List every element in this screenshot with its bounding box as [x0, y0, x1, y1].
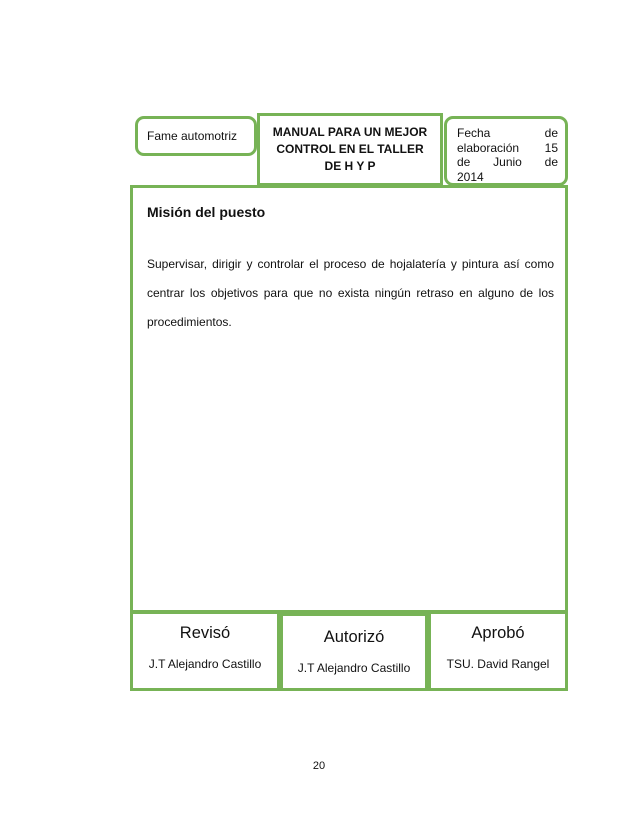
- date-box: [444, 116, 568, 186]
- signature-box-reviewed: [130, 611, 280, 691]
- signature-person-authorized: J.T Alejandro Castillo: [297, 661, 411, 675]
- date-line-1: Fecha de: [457, 126, 558, 140]
- date-line-3: de Junio de: [457, 155, 558, 169]
- page-number: 20: [312, 760, 326, 772]
- signature-box-approved: [428, 611, 568, 691]
- company-box: [135, 116, 257, 156]
- signature-role-approved: Aprobó: [471, 624, 525, 642]
- mission-box: [130, 185, 568, 613]
- manual-title: MANUAL PARA UN MEJOR CONTROL EN EL TALLER DE H Y P: [272, 125, 428, 173]
- mission-text: Supervisar, dirigir y controlar el proceso de hojalatería y pintura así como centrar los objetivos para que no exista ningún retraso en alguno de los procedimientos.: [147, 257, 554, 329]
- date-line-4: 2014: [457, 169, 484, 184]
- date-line-2: elaboración 15: [457, 140, 558, 155]
- signature-role-reviewed: Revisó: [179, 624, 231, 642]
- signature-person-approved: TSU. David Rangel: [446, 657, 550, 671]
- mission-heading: Misión del puesto: [147, 204, 266, 220]
- signature-person-reviewed: J.T Alejandro Castillo: [148, 657, 262, 671]
- manual-title-box: [257, 113, 443, 186]
- company-name: Fame automotriz: [147, 129, 238, 143]
- signature-role-authorized: Autorizó: [323, 628, 385, 646]
- signature-box-authorized: [280, 613, 428, 691]
